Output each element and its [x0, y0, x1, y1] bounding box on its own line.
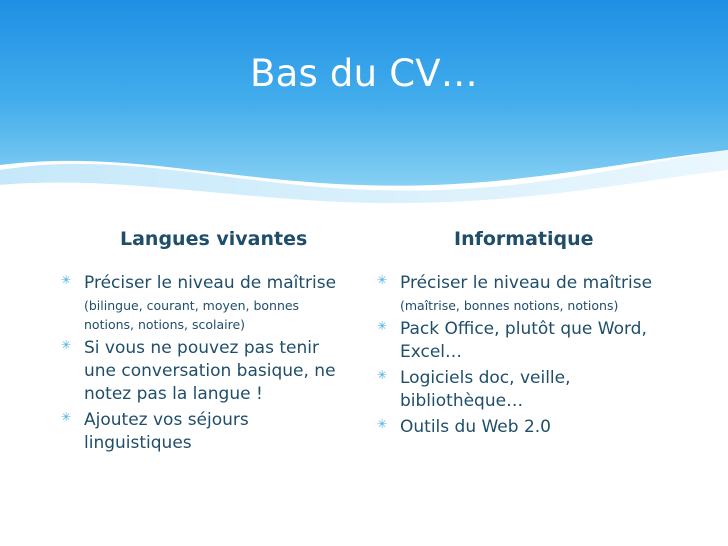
list-item-text: Logiciels doc, veille, bibliothèque… — [400, 368, 571, 411]
list-item — [60, 337, 350, 406]
list-item — [376, 272, 676, 315]
asterisk-bullet-icon: ✳ — [61, 410, 72, 424]
list-item — [376, 367, 676, 413]
list-item-text: Ajoutez vos séjours linguistiques — [84, 410, 249, 453]
computing-heading: Informatique — [454, 228, 594, 250]
asterisk-bullet-icon: ✳ — [61, 338, 72, 352]
header-wave-graphic — [0, 0, 728, 215]
asterisk-bullet-icon: ✳ — [377, 368, 388, 382]
list-item — [376, 416, 676, 439]
asterisk-bullet-icon: ✳ — [61, 273, 72, 287]
list-item-text: Préciser le niveau de maîtrise — [400, 273, 653, 293]
list-item — [60, 409, 350, 455]
list-item-subtext: (maîtrise, bonnes notions, notions) — [400, 298, 619, 313]
list-item-text: Outils du Web 2.0 — [400, 417, 551, 437]
list-item-text: Pack Office, plutôt que Word, Excel… — [400, 319, 647, 362]
list-item-text: Si vous ne pouvez pas tenir une conversation basique, ne notez pas la langue ! — [84, 338, 336, 404]
asterisk-bullet-icon: ✳ — [377, 319, 388, 333]
header-banner — [0, 0, 728, 215]
column-computing — [376, 228, 676, 442]
computing-list — [376, 272, 676, 439]
list-item-subtext: (bilingue, courant, moyen, bonnes notions, notions, scolaire) — [84, 298, 300, 332]
slide-title: Bas du CV… — [250, 52, 478, 95]
languages-list — [60, 272, 350, 455]
list-item-text: Préciser le niveau de maîtrise — [84, 273, 337, 293]
list-item — [376, 318, 676, 364]
list-item — [60, 272, 350, 334]
languages-heading: Langues vivantes — [120, 228, 308, 250]
column-languages — [60, 228, 350, 458]
asterisk-bullet-icon: ✳ — [377, 273, 388, 287]
asterisk-bullet-icon: ✳ — [377, 417, 388, 431]
